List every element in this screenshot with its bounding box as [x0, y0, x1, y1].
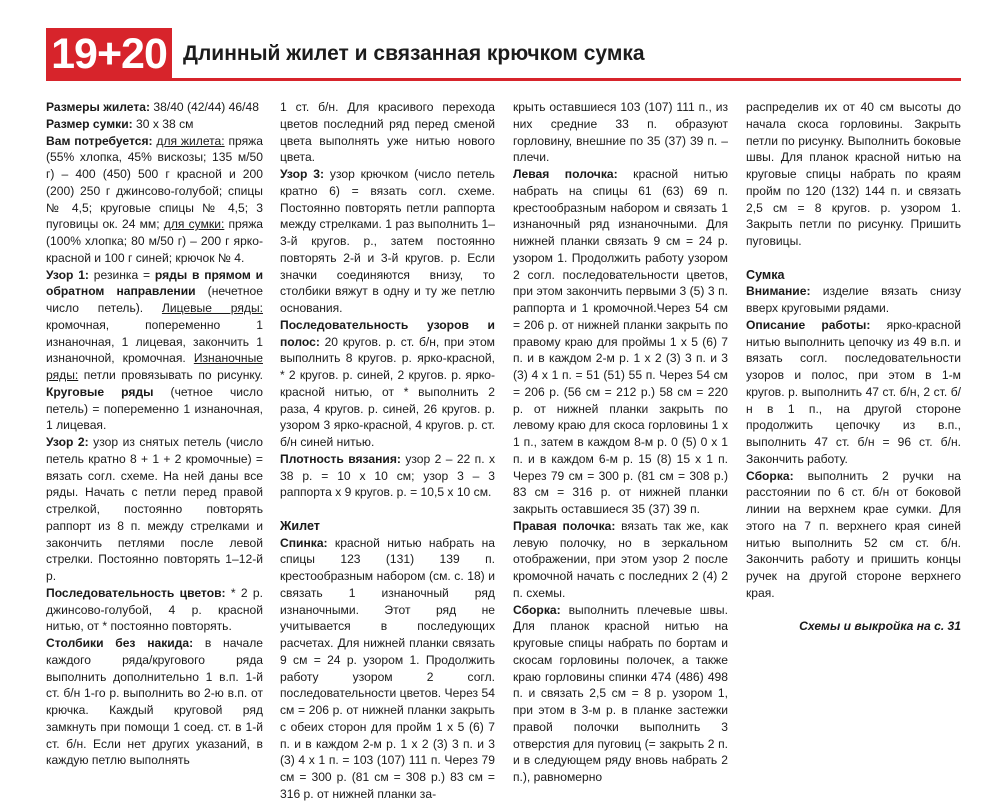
paragraph-gap [746, 250, 961, 267]
text-column-4 [746, 99, 961, 635]
term-label: Левая полочка: [513, 167, 618, 181]
paragraph [513, 602, 728, 786]
paragraph [280, 317, 495, 451]
term-label: Размер сумки: [46, 116, 133, 131]
term-label: ряды в прямом и обратном направлении [46, 267, 263, 299]
paragraph [746, 99, 961, 250]
term-label: Размеры жилета: [46, 100, 151, 114]
body-text: ярко-красной нитью выполнить цепочку из 49 в.п. и вязать согл. последовательности узоров и полос, при этом в 1-м кругов. р. выполнить 47 ст. б/н, 2 ст. б/н в 1 п., на другой стороне продолжить цепочку из в.п., выполнить 47 ст. б/н = 96 ст. б/н. Закончить работу. [746, 317, 961, 466]
term-label: Узор 1: [46, 267, 89, 282]
subsection-label: Лицевые ряды: [161, 301, 263, 315]
body-text: красной нитью набрать на спицы 61 (63) 69 п. крестообразным набором и связать 1 изнаночный ряд изнаночными. Для нижней планки связать 9 см = 24 р. узором 1. Продолжить работу узором 2 согл. последовательности цветов, при этом закончить первыми 3 (5) 3 п. раппорта и 1 кромочной.Через 54 см = 206 р. от нижней планки закрыть по правому краю для проймы 1 х 5 (6) 7 п. и в каждом 2-м р. 1 х 2 (3) 3 п. и 3 (3) 4 х 1 п. = 51 (51) 55 п. Через 54 см = 206 р. (56 см = 212 р.) 58 см = 220 р. от нижней планки закрыть по левому краю для скоса горловины 1 х 1 п., затем в каждом 8-м р. 0 (5) 0 х 1 п. и в каждом 6-м р. 15 (8) 15 х 1 п. Через 79 см = 300 р. (81 см = 308 р.) 83 см = 316 р. от нижней планки закрыть оставшиеся 35 (37) 39 п. [513, 167, 728, 516]
text-column-3 [513, 99, 728, 786]
paragraph [280, 451, 495, 501]
paragraph [746, 317, 961, 468]
term-label: Узор 2: [46, 435, 89, 449]
body-text: (четное число петель) = попеременно 1 изнаночная, 1 лицевая. [46, 384, 263, 433]
term-label: Последовательность цветов: [46, 585, 226, 600]
text-column-1 [46, 99, 263, 769]
term-label: Сборка: [513, 602, 561, 617]
paragraph [513, 166, 728, 518]
diagram-reference: Схемы и выкройка на с. 31 [799, 619, 961, 634]
term-label: Описание работы: [746, 317, 871, 332]
term-label: Узор 3: [280, 167, 325, 181]
paragraph [46, 267, 263, 435]
body-text: узор 2 – 22 п. х 38 р. = 10 х 10 см; узор 3 – 3 раппорта х 9 кругов. р. = 10,5 х 10 см. [280, 451, 495, 500]
paragraph [746, 618, 961, 635]
body-text: красной нитью набрать на спицы 123 (131) 139 п. крестообразным набором (см. с. 18) и связать 1 изнаночный ряд изнаночными. Этот ряд не учитывается в последующих расчетах. Для нижней планки связать 9 см = 24 р. узором 1. Продолжить работу узором 2 согл. последовательности цветов. Через 54 см = 206 р. от нижней планки закрыть с обеих сторон для пройм 1 х 5 (6) 7 п. и в каждом 2-м р. 1 х 2 (3) 3 п. и 3 (3) 4 х 1 п. = 103 (107) 111 п. Через 79 см = 300 р. (81 см = 308 р.) 83 см = 316 р. от нижней планки за- [280, 535, 495, 801]
paragraph [46, 99, 263, 116]
paragraph [46, 635, 263, 769]
term-label: Внимание: [746, 284, 811, 299]
paragraph [46, 434, 263, 585]
body-text: выполнить плечевые швы. Для планок красной нитью на круговые спицы набрать по бортам и скосам горловины полочек, а также краю горловины спинки 474 (486) 498 п. и связать 2,5 см = 8 р. узором 1, при этом в 3-м р. в планке застежки правой полочки выполнить 3 отверстия для пуговиц (= закрыть 2 п. и в следующем ряду вновь набрать 2 п.), равномерно [513, 602, 728, 784]
article-title: Длинный жилет и связанная крючком сумка [183, 42, 645, 65]
body-text: выполнить 2 ручки на расстоянии по 6 ст. б/н от боковой линии на верхнем крае сумки. Для этого на 7 п. верхнего края синей нитью выполнить 52 см ст. б/н. Закончить работу и пришить концы ручек на другой стороне верхнего края. [746, 468, 961, 600]
term-label: Последовательность узоров и полос: [280, 317, 495, 349]
body-text: петли провязывать по рисунку. [78, 368, 263, 382]
subsection-label: Изнаночные ряды: [46, 351, 263, 382]
paragraph [46, 585, 263, 635]
paragraph-gap [280, 501, 495, 518]
term-label: Плотность вязания: [280, 451, 401, 466]
body-text: резинка = [88, 267, 155, 282]
term-label: Сборка: [746, 468, 794, 483]
body-text: узор из снятых петель (число петель кратно 8 + 1 + 2 кромочные) = вязать согл. схеме. На ней даны все ряды. Начать с петли перед правой стрелкой, постоянно повторять раппорт из 8 п. между стрелками и закончить петлями после левой стрелки. Постоянно повторять 1–12-й р. [46, 435, 263, 583]
body-text: изделие вязать снизу вверх круговыми рядами. [746, 284, 961, 315]
subsection-label: для сумки: [163, 217, 225, 232]
paragraph [46, 116, 263, 133]
body-text: пряжа (55% хлопка, 45% вискозы; 135 м/50 г) – 400 (450) 500 г красной и 200 (200) 250 г джинсово-голубой; спицы № 4,5; круговые спицы № 4,5; 3 пуговицы ок. 24 мм; [46, 133, 263, 232]
paragraph [280, 518, 495, 535]
body-text: 20 кругов. р. ст. б/н, при этом выполнить 8 кругов. р. ярко-красной, * 2 кругов. р. синей, 2 кругов. р. ярко-красной нитью, от * выполнить 2 раза, 4 кругов. р. синей, 26 кругов. р. узором 3 ярко-красной, 4 кругов. р. ст. б/н синей нитью. [280, 334, 495, 449]
paragraph [513, 99, 728, 166]
term-label: Правая полочка: [513, 518, 616, 533]
body-text: вязать так же, как левую полочку, но в зеркальном отображении, при этом узор 2 после кромочной начать с последних 2 (4) 2 п. схемы. [513, 518, 728, 600]
paragraph [280, 166, 495, 317]
term-label: Столбики без накида: [46, 636, 194, 650]
body-text: 38/40 (42/44) 46/48 [150, 100, 259, 114]
text-column-2 [280, 99, 495, 803]
paragraph [46, 133, 263, 267]
body-text: пряжа (100% хлопка; 80 м/50 г) – 200 г ярко-красной и 100 г синей; крючок № 4. [46, 217, 264, 265]
term-label: Вам потребуется: [46, 133, 153, 148]
body-text: (нечетное число петель). [46, 284, 263, 315]
paragraph [746, 267, 961, 284]
term-label: Круговые ряды [46, 384, 154, 399]
paragraph [513, 518, 728, 602]
body-text: 1 ст. б/н. Для красивого перехода цветов последний ряд перед сменой цвета выполнять уже нитью нового цвета. [280, 100, 495, 165]
issue-number-badge: 19+20 [46, 28, 172, 81]
title-divider [46, 78, 961, 81]
body-text: в начале каждого ряда/кругового ряда выполнить дополнительно 1 в.п. 1-й ст. б/н 1-го р. выполнить во 2-ю в.п. от крючка. Каждый круговой ряд замкнуть при помощи 1 соед. ст. в 1-й ст. б/н. Если нет других указаний, в каждую петлю выполнять [46, 636, 263, 768]
body-text: 30 х 38 см [132, 116, 194, 131]
section-heading: Сумка [746, 267, 785, 282]
body-text: крыть оставшиеся 103 (107) 111 п., из них средние 33 п. образуют горловину, внешние по 35 (37) 39 п. – плечи. [513, 100, 728, 165]
paragraph [280, 99, 495, 166]
paragraph [746, 468, 961, 602]
term-label: Спинка: [280, 535, 328, 550]
subsection-label: для жилета: [156, 133, 225, 148]
paragraph [746, 283, 961, 317]
body-text: кромочная, попеременно 1 изнаночная, 1 лицевая, закончить 1 изнаночной, кромочная. [46, 317, 263, 366]
paragraph [280, 535, 495, 803]
body-text: узор крючком (число петель кратно 6) = вязать согл. схеме. Постоянно повторять петли раппорта между стрелками. 1 раз выполнить 1–3-й кругов. р., затем постоянно повторять 2-й и 3-й кругов. р. Если значки соединяются внизу, то столбики вяжут в одну и ту же петлю основания. [280, 167, 495, 315]
body-text: распределив их от 40 см высоты до начала скоса горловины. Закрыть петли по рисунку. Выполнить боковые швы. Для планок красной нитью на круговые спицы набрать по краям пройм по 120 (132) 144 п. и связать 2,5 см = 8 кругов. р. узором 1. Закрыть петли по рисунку. Пришить пуговицы. [746, 100, 961, 248]
section-heading: Жилет [280, 518, 320, 533]
body-text: * 2 р. джинсово-голубой, 4 р. красной нитью, от * постоянно повторять. [46, 585, 263, 634]
paragraph-gap [746, 602, 961, 619]
